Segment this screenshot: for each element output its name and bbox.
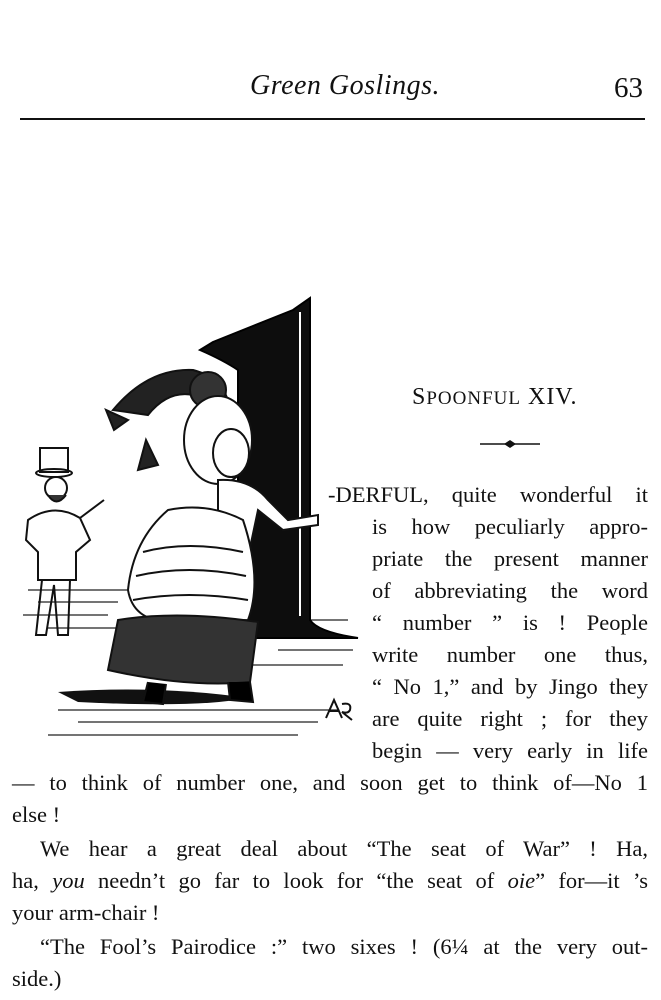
body-line-13: ha, you needn’t go far to look for “the seat of oie” for—it ’s <box>12 868 648 893</box>
body-line-6: write number one thus, <box>372 642 648 667</box>
running-title: Green Goslings. <box>250 70 441 101</box>
ornament-divider <box>478 437 542 451</box>
body-line-8: are quite right ; for they <box>372 706 648 731</box>
body-line-5: “ number ” is ! People <box>372 610 648 635</box>
body-line-15: “The Fool’s Pairodice :” two sixes ! (6¼ at the very out- <box>40 934 648 959</box>
body-line-7: “ No 1,” and by Jingo they <box>372 674 648 699</box>
chapter-title: SPOONFUL XIV. <box>412 384 578 410</box>
body-line-10: — to think of number one, and soon get to think of—No 1 <box>12 770 648 795</box>
gentleman-figure <box>26 448 104 635</box>
body-line-2: is how peculiarly appro- <box>372 514 648 539</box>
body-line-11: else ! <box>12 802 61 827</box>
drop-cap-illustration <box>18 290 368 750</box>
body-line-4: of abbreviating the word <box>372 578 648 603</box>
page-header <box>20 70 645 118</box>
body-line-16: side.) <box>12 966 62 991</box>
header-rule <box>20 118 645 120</box>
body-line-9: begin — very early in life <box>372 738 648 763</box>
body-line-3: priate the present manner <box>372 546 648 571</box>
artist-monogram <box>320 694 360 724</box>
body-line-12: We hear a great deal about “The seat of War” ! Ha, <box>40 836 648 861</box>
body-line-1: -DERFUL, quite wonderful it <box>328 482 648 507</box>
page-number: 63 <box>614 72 643 104</box>
body-line-14: your arm-chair ! <box>12 900 160 925</box>
